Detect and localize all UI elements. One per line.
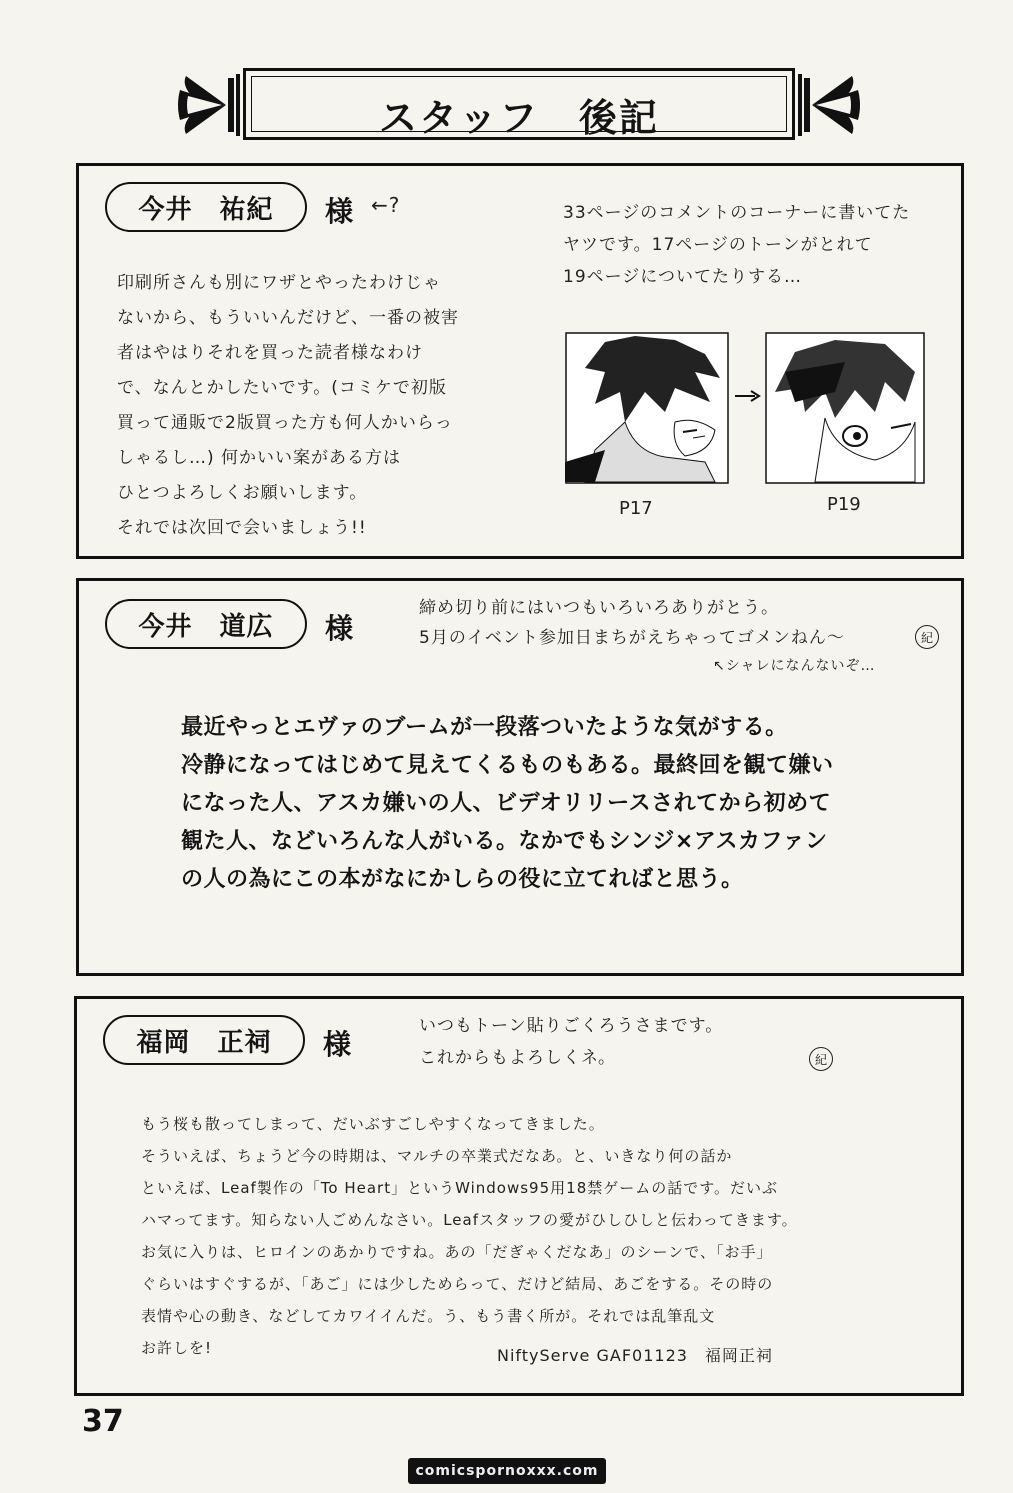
body-line: ぐらいはすぐするが、「あご」には少しためらって、だけど結局、あごをする。その時の: [141, 1275, 774, 1293]
note-line: いつもトーン貼りごくろうさまです。: [419, 1016, 724, 1036]
honorific: 様: [323, 1028, 352, 1061]
body-line: の人の為にこの本がなにかしらの役に立てればと思う。: [181, 867, 744, 892]
body-line: しゃるし…) 何かいい案がある方は: [117, 448, 402, 468]
right-note-line: 19ページについてたりする…: [563, 267, 802, 287]
body-line: になった人、アスカ嫌いの人、ビデオリリースされてから初めて: [181, 791, 832, 816]
header-title-box: [243, 68, 795, 140]
section-fukuoka: [74, 996, 964, 1396]
body-line: 買って通販で2版買った方も何人かいらっ: [117, 413, 453, 433]
subnote: ↖シャレになんないぞ…: [713, 658, 876, 674]
section-imai-yuki: [76, 163, 964, 559]
body-line: お許しを!: [141, 1339, 213, 1357]
body-line: 観た人、などいろんな人がいる。なかでもシンジ×アスカファン: [181, 829, 828, 854]
body-line: 印刷所さんも別にワザとやったわけじゃ: [117, 273, 441, 293]
body-line: で、なんとかしたいです。(コミケで初版: [117, 378, 447, 398]
name-badge: 今井 祐紀: [105, 182, 307, 232]
note-line: これからもよろしくネ。: [419, 1048, 616, 1068]
signature: NiftyServe GAF01123 福岡正祠: [497, 1346, 773, 1365]
caption-p17: P17: [619, 498, 653, 519]
fan-ornament-left-icon: [172, 70, 242, 140]
page-title: スタッフ 後記: [378, 96, 659, 140]
body-line: 表情や心の動き、などしてカワイイんだ。う、もう書く所が。それでは乱筆乱文: [141, 1307, 716, 1325]
fan-ornament-right-icon: [796, 70, 866, 140]
name-badge: 今井 道広: [105, 599, 307, 649]
manga-sketch-p17: [565, 332, 729, 484]
body-line: 冷静になってはじめて見えてくるものもある。最終回を観て嫌い: [181, 753, 834, 778]
body-line: ハマってます。知らない人ごめんなさい。Leafスタッフの愛がひしひしと伝わってきます。: [141, 1211, 798, 1229]
initial-stamp-icon: 紀: [809, 1047, 833, 1071]
watermark: comicspornoxxx.com: [408, 1458, 606, 1484]
body-line: それでは次回で会いましょう!!: [117, 518, 367, 538]
body-line: もう桜も散ってしまって、だいぶすごしやすくなってきました。: [141, 1115, 605, 1133]
manga-sketch-p19: [765, 332, 925, 484]
body-line: そういえば、ちょうど今の時期は、マルチの卒業式だなあ。と、いきなり何の話か: [141, 1147, 733, 1165]
right-note-line: ヤツです。17ページのトーンがとれて: [563, 235, 873, 255]
header-inner-frame: [251, 76, 787, 140]
initial-stamp-icon: 紀: [915, 625, 939, 649]
body-line: 最近やっとエヴァのブームが一段落ついたような気がする。: [181, 715, 788, 740]
section-imai-michihiro: [76, 578, 964, 976]
note-line: 締め切り前にはいつもいろいろありがとう。: [419, 598, 779, 618]
honorific: 様: [325, 612, 354, 645]
body-line: ないから、もういいんだけど、一番の被害: [117, 308, 459, 328]
page-number: 37: [82, 1404, 124, 1439]
right-note-line: 33ページのコメントのコーナーに書いてた: [563, 203, 911, 223]
note-line: 5月のイベント参加日まちがえちゃってゴメンねん〜: [419, 628, 845, 648]
aside-note: ←?: [371, 193, 401, 217]
body-line: ひとつよろしくお願いします。: [117, 483, 368, 503]
honorific: 様: [325, 195, 354, 228]
caption-p19: P19: [827, 494, 861, 515]
body-line: お気に入りは、ヒロインのあかりですね。あの「だぎゃくだなあ」のシーンで、「お手」: [141, 1243, 773, 1261]
name-badge: 福岡 正祠: [103, 1015, 305, 1065]
body-line: 者はやはりそれを買った読者様なわけ: [117, 343, 423, 363]
body-line: といえば、Leaf製作の「To Heart」というWindows95用18禁ゲームの話です。だいぶ: [141, 1179, 779, 1197]
arrow-right-icon: [733, 388, 761, 404]
